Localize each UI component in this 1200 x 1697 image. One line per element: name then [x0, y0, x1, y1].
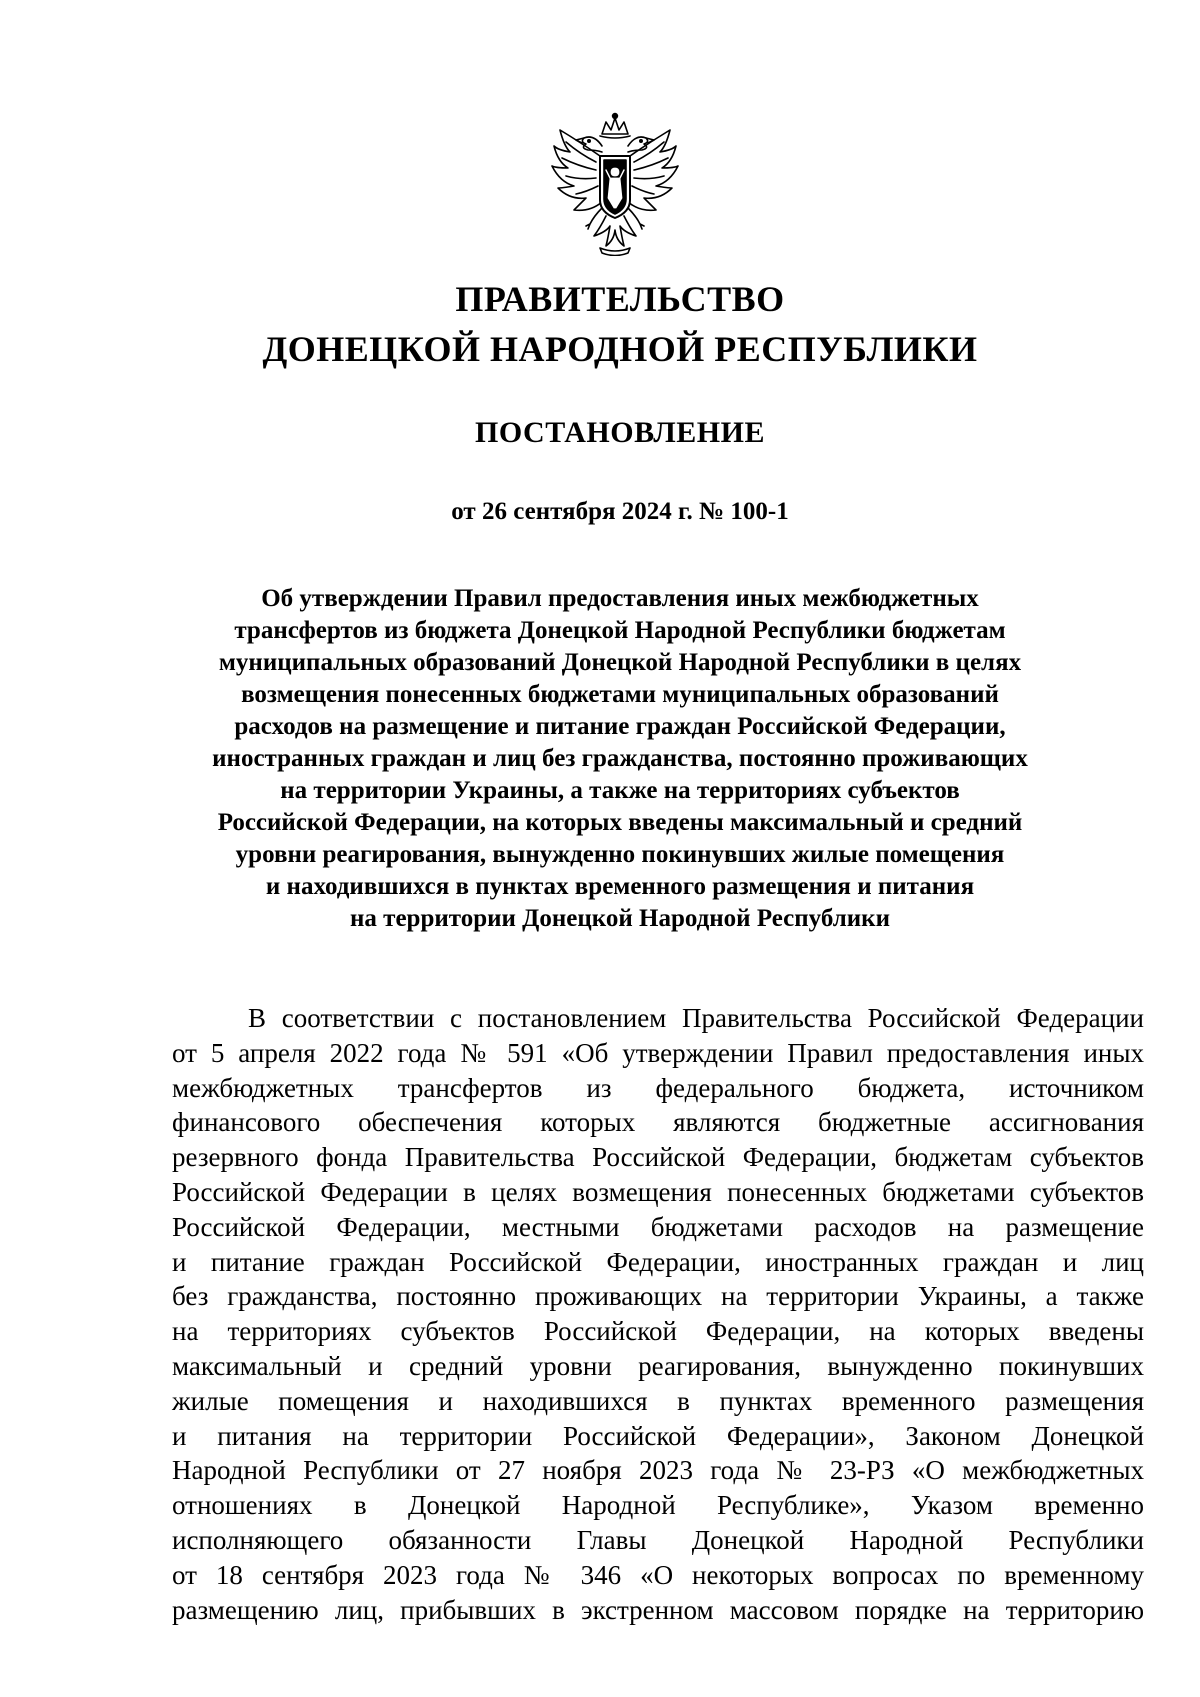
subject-line: Об утверждении Правил предоставления иных межбюджетных	[261, 585, 979, 612]
subject-line: расходов на размещение и питание граждан Российской Федерации,	[234, 713, 1006, 740]
subject-line: Российской Федерации, на которых введены максимальный и средний	[217, 809, 1023, 836]
body-line: Народной Республики от 27 ноября 2023 года № 23-РЗ «О межбюджетных	[172, 1455, 1144, 1486]
subject-line: на территории Украины, а также на территориях субъектов	[280, 777, 960, 804]
body-line: резервного фонда Правительства Российской Федерации, бюджетам субъектов	[172, 1142, 1144, 1173]
government-title-line-1: ПРАВИТЕЛЬСТВО	[455, 279, 785, 319]
body-line: без гражданства, постоянно проживающих на территории Украины, а также	[172, 1281, 1144, 1312]
body-line: Российской Федерации в целях возмещения понесенных бюджетами субъектов	[172, 1176, 1144, 1207]
document-subject	[150, 583, 1090, 935]
document-body	[172, 1001, 1144, 1627]
body-line: максимальный и средний уровни реагирования, вынужденно покинувших	[172, 1350, 1144, 1381]
body-line: финансового обеспечения которых являются бюджетные ассигнования	[172, 1107, 1144, 1138]
subject-line: трансфертов из бюджета Донецкой Народной Республики бюджетам	[234, 617, 1006, 644]
document-date-number: от 26 сентября 2024 г. № 100-1	[451, 498, 789, 525]
body-line: и питание граждан Российской Федерации, иностранных граждан и лиц	[172, 1246, 1144, 1277]
body-line: от 18 сентября 2023 года № 346 «О некоторых вопросах по временному	[172, 1559, 1144, 1590]
body-line: Российской Федерации, местными бюджетами расходов на размещение	[172, 1211, 1144, 1242]
document-type: ПОСТАНОВЛЕНИЕ	[475, 416, 765, 449]
body-line: жилые помещения и находившихся в пунктах временного размещения	[172, 1385, 1144, 1416]
subject-line: муниципальных образований Донецкой Народной Республики в целях	[218, 649, 1022, 676]
subject-line: на территории Донецкой Народной Республики	[350, 905, 890, 932]
body-line: исполняющего обязанности Главы Донецкой Народной Республики	[172, 1524, 1144, 1555]
government-title	[120, 274, 1120, 374]
subject-line: и находившихся в пунктах временного размещения и питания	[265, 873, 975, 900]
body-line: от 5 апреля 2022 года № 591 «Об утверждении Правил предоставления иных	[172, 1037, 1144, 1068]
body-line: и питания на территории Российской Федерации», Законом Донецкой	[172, 1420, 1144, 1451]
body-line: межбюджетных трансфертов из федерального бюджета, источником	[172, 1072, 1144, 1103]
double-headed-eagle-emblem-icon	[550, 112, 680, 256]
subject-line: иностранных граждан и лиц без гражданства, постоянно проживающих	[212, 745, 1028, 772]
government-title-line-2: ДОНЕЦКОЙ НАРОДНОЙ РЕСПУБЛИКИ	[262, 329, 978, 369]
subject-line: уровни реагирования, вынужденно покинувших жилые помещения	[235, 841, 1005, 868]
body-line: В соответствии с постановлением Правительства Российской Федерации	[248, 1003, 1144, 1033]
subject-line: возмещения понесенных бюджетами муниципальных образований	[241, 681, 999, 708]
body-line: размещению лиц, прибывших в экстренном массовом порядке на территорию	[172, 1594, 1144, 1625]
body-line: отношениях в Донецкой Народной Республике», Указом временно	[172, 1490, 1144, 1521]
body-line: на территориях субъектов Российской Федерации, на которых введены	[172, 1316, 1144, 1347]
